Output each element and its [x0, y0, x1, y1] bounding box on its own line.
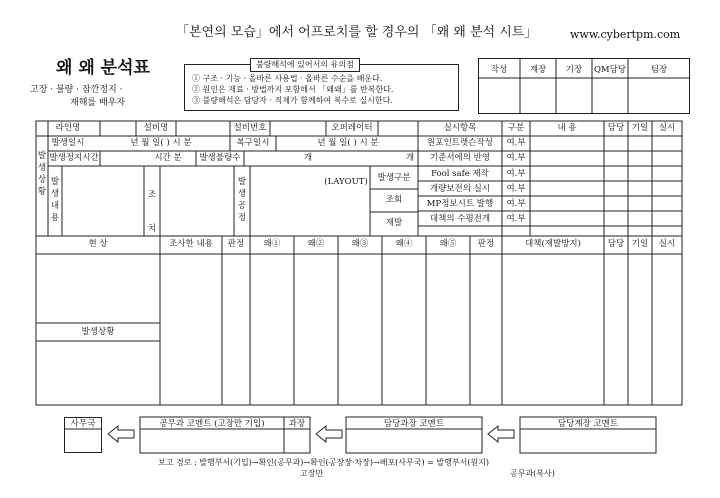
label-jo: 조회 [385, 195, 403, 205]
label-occur-content: 발생내용 [50, 177, 60, 223]
sheet-logo-subtitle-2: 재해를 배우자 [70, 98, 126, 108]
impl-div-1: 여.부 [506, 138, 526, 148]
col-why-5: 왜⑤ [439, 239, 457, 249]
impl-div-3: 여.부 [506, 169, 526, 179]
impl-item-1: 원포인트렛슨작성 [427, 138, 493, 148]
header-impl-item: 실시항목 [443, 123, 477, 133]
unit-ea-2: 개 [405, 153, 415, 163]
col-why-2: 왜② [307, 239, 325, 249]
impl-item-2: 기준서에의 반영 [429, 153, 491, 163]
label-defect-count: 발생불량수 [199, 153, 241, 163]
col-why-1: 왜① [263, 239, 281, 249]
report-route-note-2: 공무과(복사) [510, 469, 555, 478]
site-url: www.cybertpm.com [570, 28, 681, 41]
sheet-logo-subtitle: 고장 · 불량 · 잠깐정지 · [30, 85, 123, 95]
recovery-date-fields: 년 월 일( ) 시 분 [317, 138, 379, 148]
header-impl-deadline: 기일 [631, 123, 649, 133]
impl-item-3: Fool safe 제작 [431, 169, 489, 179]
manager-comment-label: 담당과장 코멘트 [383, 419, 445, 429]
impl-item-4: 개량보전의 실시 [429, 184, 491, 194]
label-occur-section: 발생구분 [377, 173, 411, 183]
header-impl-done: 실시 [658, 123, 676, 133]
col-owner: 담당 [607, 239, 625, 249]
occur-date-fields: 년 월 일( ) 시 분 [130, 138, 192, 148]
section-chief-label: 과장 [288, 419, 306, 429]
col-judge-2: 판정 [477, 239, 495, 249]
label-line-name: 라인명 [55, 123, 81, 133]
notes-title: 불량해석에 있어서의 유의점 [250, 58, 360, 72]
approval-author: 작성 [490, 65, 508, 75]
col-done: 실시 [658, 239, 676, 249]
approval-foreman: 계장 [529, 65, 547, 75]
engineering-comment-label: 공무과 코멘트 (고장만 기입) [159, 419, 265, 429]
col-phenomenon: 현 상 [88, 239, 108, 249]
label-stop-time: 발생정지시간 [49, 153, 99, 163]
stop-time-fields: 시간 분 [154, 153, 182, 163]
label-occur-situation: 발생상황 [81, 327, 115, 337]
col-why-4: 왜④ [395, 239, 413, 249]
col-countermeasure: 대책(재발방지) [525, 239, 581, 249]
impl-div-4: 여.부 [506, 184, 526, 194]
col-why-3: 왜③ [351, 239, 369, 249]
sheet-logo-title: 왜 왜 분석표 [56, 58, 150, 78]
arrow-left-icon [108, 426, 134, 442]
label-occur-date: 발생일시 [51, 138, 85, 148]
label-occur-process: 발생공정 [237, 177, 247, 223]
col-investigation: 조사한 내용 [169, 239, 213, 249]
arrow-left-icon [488, 426, 514, 442]
page-title: 「본연의 모습」에서 어프로치를 할 경우의 「왜 왜 분석 시트」 [176, 25, 538, 40]
header-impl-content: 내 용 [557, 123, 577, 133]
report-route: 보고 경로 : 발행부서(기입)→확인(공무과)→확인(공장장·차장)→배포(사무국) = 발행부서(원지) [158, 458, 489, 467]
header-impl-owner: 담당 [607, 123, 625, 133]
label-recur: 재발 [385, 218, 403, 228]
impl-item-5: MP정보시트 발행 [426, 199, 494, 209]
label-condition: 조치 [147, 190, 157, 234]
label-situation: 발생상황 [37, 151, 47, 197]
impl-div-5: 여.부 [506, 199, 526, 209]
arrow-left-icon [316, 426, 342, 442]
approval-qm: QM담당 [593, 65, 627, 75]
label-equipment-no: 설비번호 [233, 123, 267, 133]
label-operator: 오퍼레이터 [331, 123, 373, 133]
layout-label: (LAYOUT) [324, 177, 368, 187]
impl-item-6: 대책의 수평전개 [429, 214, 491, 224]
team-comment-label: 담당계장 코멘트 [557, 419, 619, 429]
label-recovery-date: 복구일시 [236, 138, 270, 148]
col-judge-1: 판정 [227, 239, 245, 249]
impl-div-6: 여.부 [506, 214, 526, 224]
col-deadline: 기일 [631, 239, 649, 249]
notes-line-1: ① 구조 · 기능 · 올바른 사용법 · 올바른 수순을 배운다. [192, 74, 383, 83]
header-impl-div: 구분 [507, 123, 525, 133]
approval-chief: 기장 [565, 65, 583, 75]
approval-team-lead: 팀장 [650, 65, 668, 75]
label-equipment-name: 설비명 [143, 123, 169, 133]
report-route-note-1: 고장만 [300, 469, 324, 478]
unit-ea-1: 개 [303, 153, 313, 163]
impl-div-2: 여.부 [506, 153, 526, 163]
notes-line-2: ② 원인은 재료 · 방법까지 포함해서 「왜왜」를 반복한다. [192, 85, 394, 94]
office-label: 사무국 [70, 419, 96, 429]
notes-line-3: ③ 불량해석은 담당자 · 직제가 함께하여 복수로 실시한다. [192, 96, 393, 105]
